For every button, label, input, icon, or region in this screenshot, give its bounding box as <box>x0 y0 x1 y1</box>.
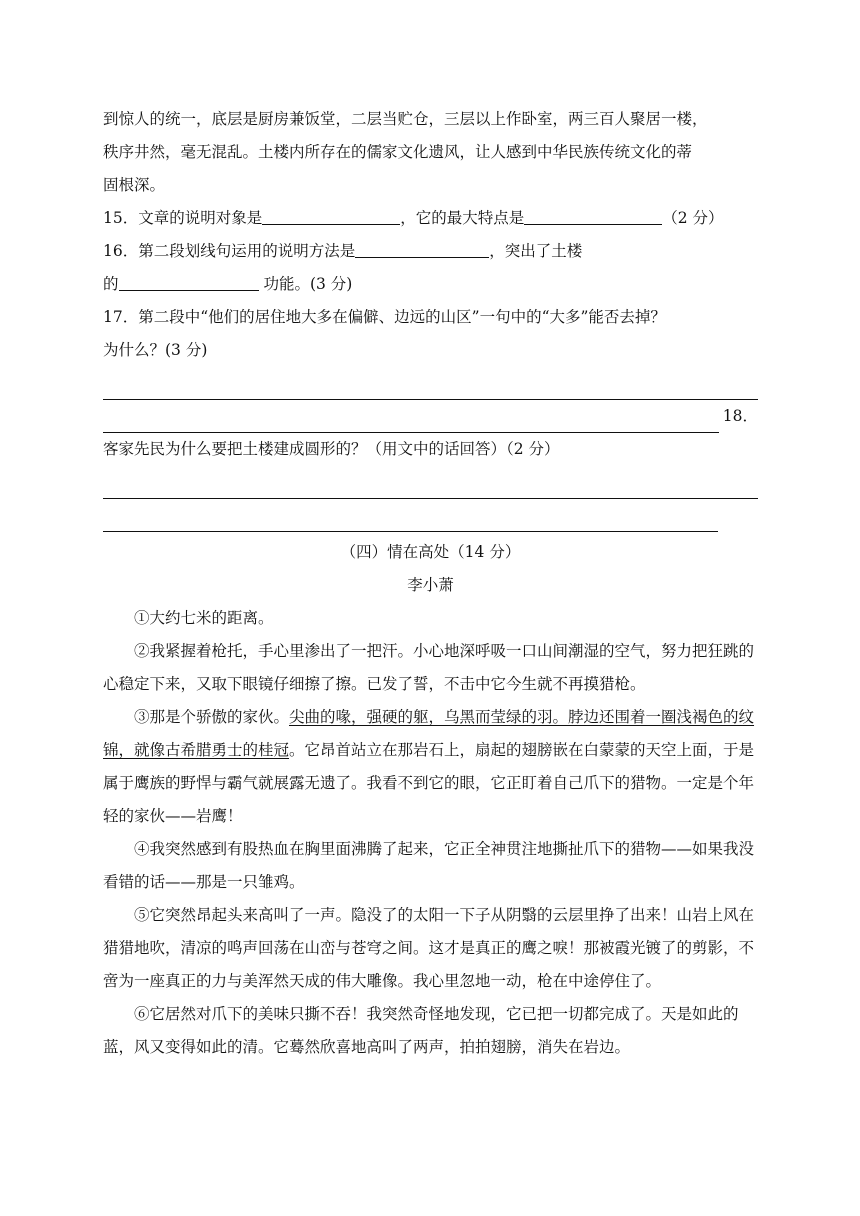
passage-line-1: 到惊人的统一，底层是厨房兼饭堂，二层当贮仓，三层以上作卧室，两三百人聚居一楼， <box>103 110 708 128</box>
q16-line2-prefix: 的 <box>103 275 119 293</box>
q15-answer-blank-1[interactable] <box>262 202 400 225</box>
question-17-line-1: 17．第二段中“他们的居住地大多在偏僻、边远的山区”一句中的“大多”能否去掉？ <box>103 308 666 326</box>
question-16-line-1 <box>103 235 758 268</box>
paragraph-1: ①大约七米的距离。 <box>134 609 274 627</box>
paragraph-4: ④我突然感到有股热血在胸里面沸腾了起来，它正全神贯注地撕扯爪下的猎物——如果我没看错的话——那是一只雏鸡。 <box>103 840 755 891</box>
q16-prefix: 16．第二段划线句运用的说明方法是 <box>103 242 356 260</box>
question-18: 客家先民为什么要把土楼建成圆形的？（用文中的话回答）（2 分） <box>103 440 560 458</box>
paragraph-2: ②我紧握着枪托，手心里渗出了一把汗。小心地深呼吸一口山间潮湿的空气，努力把狂跳的心稳定下来，又取下眼镜仔细擦了擦。已发了誓，不击中它今生就不再摸猎枪。 <box>103 642 755 693</box>
section-4-author: 李小萧 <box>407 576 454 594</box>
q18-answer-line-1[interactable] <box>103 466 758 499</box>
paragraph-3-underlined-sentence: 尖曲的喙，强硬的躯，乌黑而莹绿的羽。脖边还围着一圈浅褐色的纹锦，就像古希腊勇士的桂冠 <box>103 708 755 759</box>
q17-answer-line-2-rule[interactable] <box>103 408 719 433</box>
q16-suffix: ，突出了土楼 <box>489 242 583 260</box>
q17-answer-line-2[interactable] <box>103 400 758 433</box>
section-4-title: （四）情在高处（14 分） <box>340 543 521 561</box>
paragraph-3-end: 。它昂首站立在那岩石上，扇起的翅膀嵌在白蒙蒙的天空上面，于是属于鹰族的野悍与霸气就展露无遗了。我看不到它的眼，它正盯着自己爪下的猎物。一定是个年轻的家伙——岩鹰！ <box>103 741 755 825</box>
passage-line-3: 固根深。 <box>103 176 166 194</box>
question-16-line-2 <box>103 268 758 301</box>
q16-answer-blank-1[interactable] <box>355 235 489 258</box>
q18-number: 18． <box>722 407 758 425</box>
q17-answer-line-1[interactable] <box>103 367 758 400</box>
question-17-line-2: 为什么？(3 分) <box>103 341 208 359</box>
question-15 <box>103 202 758 235</box>
q15-answer-blank-2[interactable] <box>524 202 662 225</box>
q18-answer-line-2[interactable] <box>103 499 718 532</box>
page-content <box>103 103 758 1064</box>
q15-prefix: 15．文章的说明对象是 <box>103 209 263 227</box>
q15-score: （2 分） <box>662 209 724 227</box>
q15-middle: ，它的最大特点是 <box>400 209 525 227</box>
passage-line-2: 秩序井然，毫无混乱。土楼内所存在的儒家文化遗风，让人感到中华民族传统文化的蒂 <box>103 143 693 161</box>
paragraph-6: ⑥它居然对爪下的美味只撕不吞！我突然奇怪地发现，它已把一切都完成了。天是如此的蓝，风又变得如此的清。它蓦然欣喜地高叫了两声，拍拍翅膀，消失在岩边。 <box>103 1005 739 1056</box>
paragraph-5: ⑤它突然昂起头来高叫了一声。隐没了的太阳一下子从阴翳的云层里挣了出来！山岩上风在猎猎地吹，清凉的鸣声回荡在山峦与苍穹之间。这才是真正的鹰之唳！那被霞光镀了的剪影，不啻为一座真正的力与美浑然天成的伟大雕像。我心里忽地一动，枪在中途停住了。 <box>103 906 755 990</box>
q16-line2-suffix: 功能。(3 分) <box>258 275 353 293</box>
paragraph-3 <box>103 701 758 833</box>
q16-answer-blank-2[interactable] <box>119 268 259 291</box>
paragraph-3-start: ③那是个骄傲的家伙。 <box>134 708 290 726</box>
